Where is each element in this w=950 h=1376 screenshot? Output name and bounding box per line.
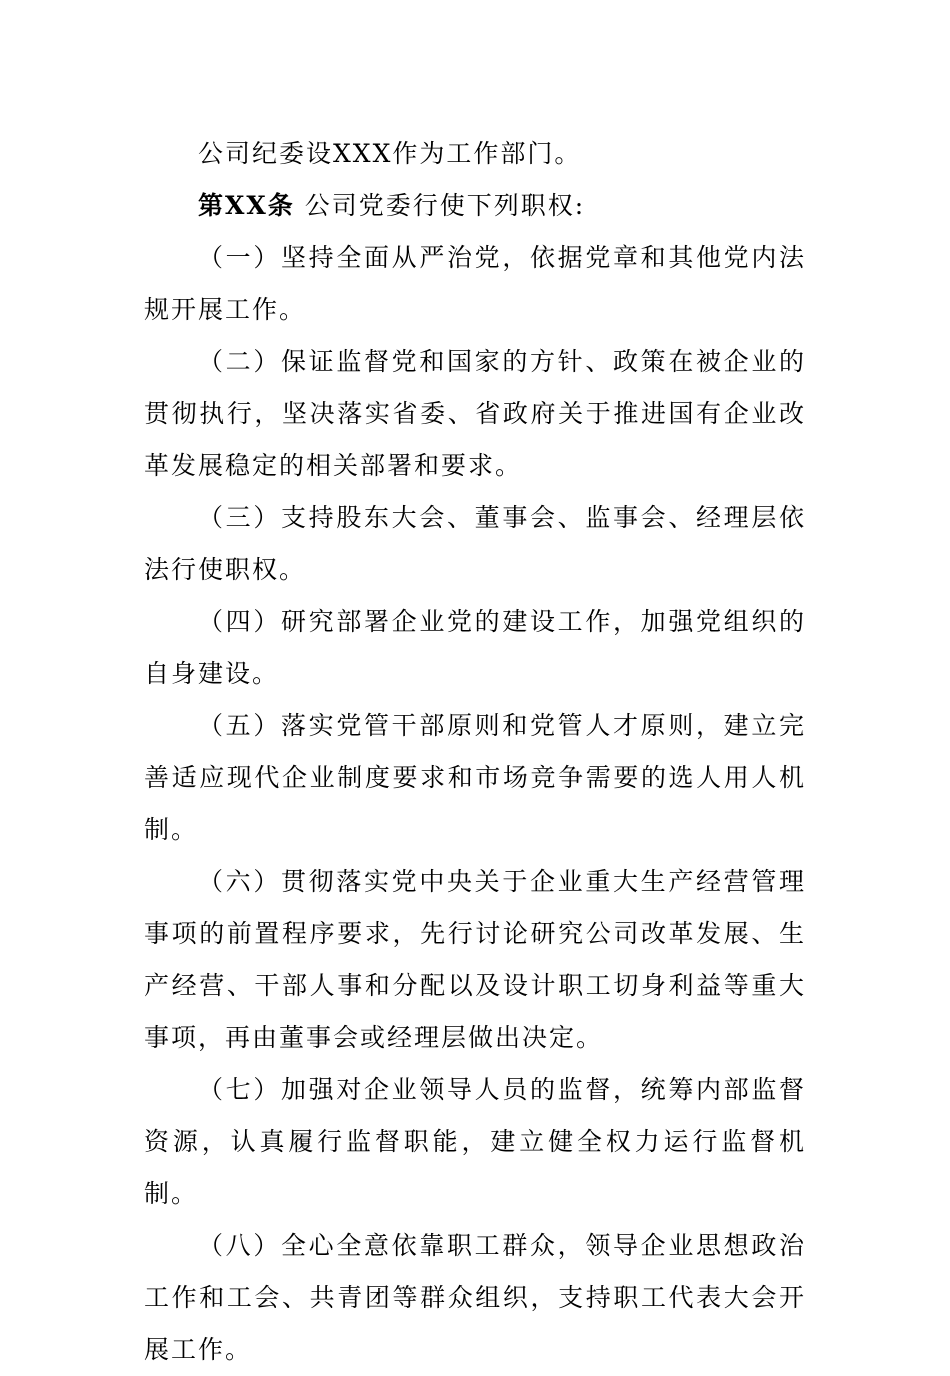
list-item: （五）落实党管干部原则和党管人才原则，建立完善适应现代企业制度要求和市场竞争需要的选人用人机制。 <box>144 711 806 844</box>
list-item: （八）全心全意依靠职工群众，领导企业思想政治工作和工会、共青团等群众组织，支持职工代表大会开展工作。 <box>144 1231 806 1364</box>
list-item: （一）坚持全面从严治党，依据党章和其他党内法规开展工作。 <box>144 243 806 324</box>
list-item: （四）研究部署企业党的建设工作，加强党组织的自身建设。 <box>144 607 806 688</box>
list-item: （六）贯彻落实党中央关于企业重大生产经营管理事项的前置程序要求，先行讨论研究公司改革发展、生产经营、干部人事和分配以及设计职工切身利益等重大事项，再由董事会或经理层做出决定。 <box>144 867 806 1052</box>
list-item: （七）加强对企业领导人员的监督，统筹内部监督资源，认真履行监督职能，建立健全权力运行监督机制。 <box>144 1075 806 1208</box>
opening-paragraph: 公司纪委设XXX作为工作部门。 <box>198 139 582 168</box>
document-body <box>144 128 806 1376</box>
list-item: （三）支持股东大会、董事会、监事会、经理层依法行使职权。 <box>144 503 806 584</box>
article-heading-text: 公司党委行使下列职权: <box>304 191 586 220</box>
list-item: （二）保证监督党和国家的方针、政策在被企业的贯彻执行，坚决落实省委、省政府关于推进国有企业改革发展稳定的相关部署和要求。 <box>144 347 806 480</box>
article-heading-paragraph <box>144 180 806 232</box>
article-number: 第XX条 <box>198 191 295 220</box>
